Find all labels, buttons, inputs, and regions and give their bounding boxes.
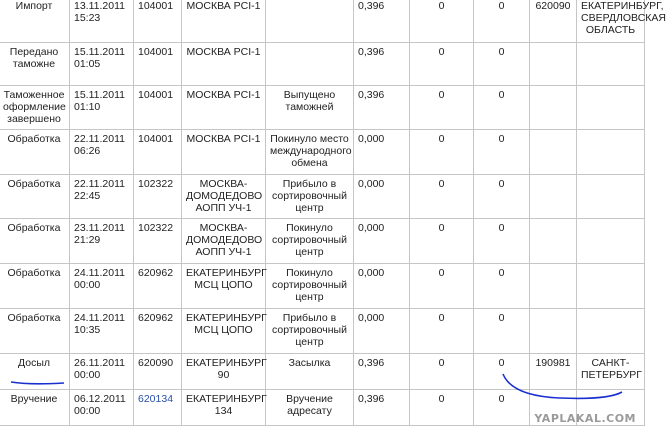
operation-text: Передано таможне: [9, 46, 59, 70]
place-cell: [182, 86, 266, 130]
index-cell: [134, 309, 182, 354]
dest-index-text: 190981: [535, 357, 571, 369]
date-text: 06.12.2011: [74, 393, 126, 405]
date-cell: [70, 175, 134, 219]
dest-place-cell: [577, 309, 645, 354]
attribute-text: Вручение адресату: [286, 393, 333, 417]
table-row: [0, 175, 645, 219]
attribute-cell: [266, 175, 354, 219]
date-cell: [70, 354, 134, 390]
operation-text: Обработка: [7, 178, 61, 190]
place-cell: [182, 354, 266, 390]
index-text: 104001: [138, 89, 174, 101]
weight-cell: [354, 219, 410, 264]
dest-index-cell: [530, 309, 577, 354]
date-text: 22.11.2011: [74, 178, 125, 190]
operation-cell: [0, 219, 70, 264]
operation-cell: [0, 390, 70, 426]
weight-cell: [354, 309, 410, 354]
dest-index-cell: [530, 86, 577, 130]
value1-text: 0: [438, 222, 445, 234]
time-text: 21:29: [74, 234, 101, 246]
index-text: 104001: [138, 0, 174, 12]
place-text: ЕКАТЕРИНБУРГ МСЦ ЦОПО: [186, 267, 267, 291]
index-cell: [134, 219, 182, 264]
value1-text: 0: [438, 0, 445, 12]
value2-text: 0: [498, 267, 505, 279]
date-cell: [70, 86, 134, 130]
index-cell: [134, 43, 182, 86]
value1-cell: [410, 130, 474, 175]
date-cell: [70, 390, 134, 426]
attribute-cell: [266, 130, 354, 175]
weight-cell: [354, 354, 410, 390]
dest-index-cell: [530, 175, 577, 219]
index-text: 102322: [138, 178, 174, 190]
date-text: 13.11.2011: [74, 0, 125, 12]
table-row: [0, 86, 645, 130]
value2-cell: [474, 264, 530, 309]
value2-text: 0: [498, 357, 505, 369]
value1-cell: [410, 175, 474, 219]
time-text: 06:26: [74, 145, 101, 157]
table-row: [0, 43, 645, 86]
dest-place-cell: [577, 86, 645, 130]
attribute-text: Покинуло место международного обмена: [270, 133, 352, 169]
place-cell: [182, 219, 266, 264]
date-text: 24.11.2011: [74, 312, 125, 324]
place-text: МОСКВА PCI-1: [186, 0, 261, 12]
weight-cell: [354, 130, 410, 175]
weight-cell: [354, 86, 410, 130]
weight-text: 0,000: [358, 222, 385, 234]
place-text: МОСКВА PCI-1: [186, 133, 261, 145]
table-row: [0, 309, 645, 354]
value1-cell: [410, 390, 474, 426]
value1-cell: [410, 0, 474, 43]
value1-text: 0: [438, 133, 445, 145]
date-text: 23.11.2011: [74, 222, 125, 234]
attribute-text: Прибыло в сортировочный центр: [272, 178, 347, 214]
operation-text: Обработка: [7, 133, 61, 145]
value1-text: 0: [438, 393, 445, 405]
time-text: 01:10: [74, 101, 101, 113]
time-text: 00:00: [74, 405, 101, 417]
place-cell: [182, 390, 266, 426]
dest-place-text: САНКТ-ПЕТЕРБУРГ: [581, 357, 642, 381]
attribute-cell: [266, 86, 354, 130]
index-text: 620962: [138, 312, 174, 324]
index-cell: [134, 130, 182, 175]
value1-cell: [410, 86, 474, 130]
table-row: [0, 219, 645, 264]
attribute-cell: [266, 0, 354, 43]
weight-cell: [354, 264, 410, 309]
value2-cell: [474, 309, 530, 354]
weight-cell: [354, 0, 410, 43]
date-cell: [70, 219, 134, 264]
operation-cell: [0, 86, 70, 130]
dest-place-cell: [577, 219, 645, 264]
time-text: 01:05: [74, 58, 101, 70]
value1-cell: [410, 43, 474, 86]
weight-text: 0,000: [358, 267, 385, 279]
table-row: [0, 264, 645, 309]
value2-text: 0: [498, 222, 505, 234]
value1-cell: [410, 309, 474, 354]
time-text: 00:00: [74, 279, 101, 291]
operation-cell: [0, 0, 70, 43]
dest-place-cell: [577, 264, 645, 309]
date-cell: [70, 309, 134, 354]
dest-index-cell: [530, 43, 577, 86]
handwritten-underline-1: [10, 380, 66, 386]
dest-index-text: 620090: [535, 0, 571, 12]
value2-cell: [474, 219, 530, 264]
value1-text: 0: [438, 89, 445, 101]
value2-text: 0: [498, 133, 505, 145]
table-row: [0, 130, 645, 175]
date-cell: [70, 43, 134, 86]
operation-text: Обработка: [7, 312, 61, 324]
index-cell: [134, 390, 182, 426]
weight-text: 0,396: [358, 393, 385, 405]
attribute-text: Засылка: [288, 357, 331, 369]
place-cell: [182, 0, 266, 43]
place-text: ЕКАТЕРИНБУРГ МСЦ ЦОПО: [186, 312, 267, 336]
index-text: 104001: [138, 133, 174, 145]
value1-text: 0: [438, 267, 445, 279]
weight-cell: [354, 390, 410, 426]
dest-index-cell: [530, 0, 577, 43]
operation-cell: [0, 43, 70, 86]
value2-cell: [474, 130, 530, 175]
attribute-cell: [266, 43, 354, 86]
index-cell: [134, 0, 182, 43]
place-cell: [182, 43, 266, 86]
attribute-cell: [266, 309, 354, 354]
date-text: 26.11.2011: [74, 357, 125, 369]
place-text: МОСКВА-ДОМОДЕДОВО АОПП УЧ-1: [186, 178, 263, 214]
weight-text: 0,000: [358, 133, 385, 145]
date-cell: [70, 130, 134, 175]
place-cell: [182, 175, 266, 219]
weight-text: 0,396: [358, 357, 385, 369]
value1-cell: [410, 354, 474, 390]
weight-text: 0,000: [358, 178, 385, 190]
attribute-text: Выпущено таможней: [283, 89, 336, 113]
attribute-text: Покинуло сортировочный центр: [272, 267, 347, 303]
attribute-cell: [266, 219, 354, 264]
date-text: 15.11.2011: [74, 46, 125, 58]
dest-index-cell: [530, 264, 577, 309]
date-cell: [70, 0, 134, 43]
dest-place-cell: [577, 43, 645, 86]
dest-place-cell: [577, 175, 645, 219]
value1-text: 0: [438, 312, 445, 324]
index-cell: [134, 86, 182, 130]
place-text: МОСКВА PCI-1: [186, 46, 261, 58]
dest-place-cell: [577, 130, 645, 175]
operation-text: Вручение: [10, 393, 58, 405]
value1-cell: [410, 219, 474, 264]
weight-text: 0,000: [358, 312, 385, 324]
date-text: 15.11.2011: [74, 89, 125, 101]
place-text: ЕКАТЕРИНБУРГ 90: [186, 357, 267, 381]
attribute-text: Прибыло в сортировочный центр: [272, 312, 347, 348]
operation-text: Досыл: [18, 357, 50, 369]
place-text: МОСКВА PCI-1: [186, 89, 261, 101]
value1-text: 0: [438, 178, 445, 190]
index-cell: [134, 175, 182, 219]
operation-text: Таможенное оформление завершено: [3, 89, 66, 125]
watermark: YAPLAKAL.COM: [534, 412, 636, 425]
place-cell: [182, 264, 266, 309]
weight-text: 0,396: [358, 46, 385, 58]
handwritten-underline-2: [500, 370, 625, 402]
weight-cell: [354, 175, 410, 219]
place-text: МОСКВА-ДОМОДЕДОВО АОПП УЧ-1: [186, 222, 263, 258]
dest-place-cell: [577, 0, 666, 43]
operation-text: Обработка: [7, 222, 61, 234]
index-text: 620090: [138, 357, 174, 369]
attribute-cell: [266, 390, 354, 426]
value2-cell: [474, 175, 530, 219]
dest-place-text: ЕКАТЕРИНБУРГ, СВЕРДЛОВСКАЯ ОБЛАСТЬ: [581, 0, 666, 36]
index-text: 620962: [138, 267, 174, 279]
index-link[interactable]: 620134: [138, 393, 174, 405]
weight-text: 0,396: [358, 0, 385, 12]
weight-cell: [354, 43, 410, 86]
index-text: 102322: [138, 222, 174, 234]
time-text: 22:45: [74, 190, 101, 202]
operation-text: Обработка: [7, 267, 61, 279]
table-row: [0, 0, 645, 43]
time-text: 00:00: [74, 369, 101, 381]
value1-cell: [410, 264, 474, 309]
time-text: 15:23: [74, 12, 101, 24]
value1-text: 0: [438, 46, 445, 58]
operation-text: Импорт: [15, 0, 53, 12]
value2-cell: [474, 86, 530, 130]
value2-cell: [474, 43, 530, 86]
weight-text: 0,396: [358, 89, 385, 101]
value1-text: 0: [438, 357, 445, 369]
operation-cell: [0, 130, 70, 175]
index-cell: [134, 264, 182, 309]
index-cell: [134, 354, 182, 390]
attribute-cell: [266, 264, 354, 309]
value2-cell: [474, 0, 530, 43]
operation-cell: [0, 309, 70, 354]
date-text: 22.11.2011: [74, 133, 125, 145]
dest-index-cell: [530, 130, 577, 175]
place-text: ЕКАТЕРИНБУРГ 134: [186, 393, 267, 417]
value2-text: 0: [498, 0, 505, 12]
value2-text: 0: [498, 312, 505, 324]
dest-index-cell: [530, 219, 577, 264]
place-cell: [182, 309, 266, 354]
index-text: 104001: [138, 46, 174, 58]
value2-text: 0: [498, 46, 505, 58]
value2-text: 0: [498, 89, 505, 101]
value2-text: 0: [498, 393, 505, 405]
date-cell: [70, 264, 134, 309]
attribute-cell: [266, 354, 354, 390]
operation-cell: [0, 264, 70, 309]
place-cell: [182, 130, 266, 175]
time-text: 10:35: [74, 324, 101, 336]
date-text: 24.11.2011: [74, 267, 125, 279]
value2-text: 0: [498, 178, 505, 190]
attribute-text: Покинуло сортировочный центр: [272, 222, 347, 258]
operation-cell: [0, 175, 70, 219]
